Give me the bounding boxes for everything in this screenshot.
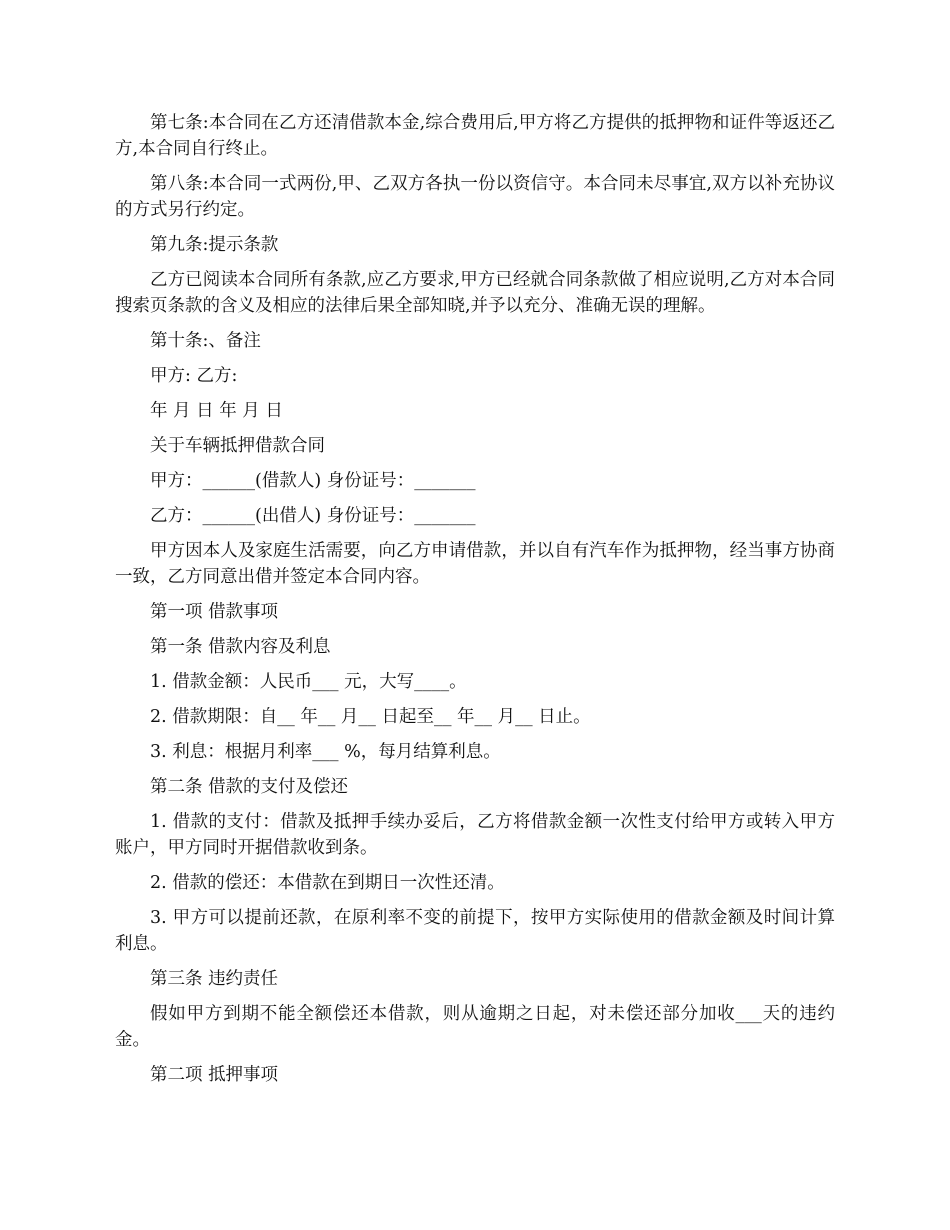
loan-amount: 1. 借款金额：人民币___ 元，大写____。 [150,672,467,692]
loan-term: 2. 借款期限：自__ 年__ 月__ 日起至__ 年__ 月__ 日止。 [150,707,591,727]
loan-payment: 1. 借款的支付：借款及抵押手续办妥后，乙方将借款金额一次性支付给甲方或转入甲方账户，甲方同时开据借款收到条。 [115,812,835,858]
early-repayment: 3. 甲方可以提前还款，在原利率不变的前提下，按甲方实际使用的借款金额及时间计算利息。 [115,908,835,954]
clause-9-text: 乙方已阅读本合同所有条款,应乙方要求,甲方已经就合同条款做了相应说明,乙方对本合同搜索页条款的含义及相应的法律后果全部知晓,并予以充分、准确无误的理解。 [115,270,835,316]
loan-repayment: 2. 借款的偿还：本借款在到期日一次性还清。 [150,873,505,893]
loan-interest: 3. 利息：根据月利率___ %，每月结算利息。 [150,742,501,762]
article-2-heading: 第二条 借款的支付及偿还 [150,777,349,797]
clause-7: 第七条:本合同在乙方还清借款本金,综合费用后,甲方将乙方提供的抵押物和证件等返还乙方,本合同自行终止。 [115,113,835,159]
clause-9-heading: 第九条:提示条款 [150,235,279,255]
breach-text: 假如甲方到期不能全额偿还本借款，则从逾期之日起，对未偿还部分加收___天的违约金。 [115,1004,835,1050]
preamble: 甲方因本人及家庭生活需要，向乙方申请借款，并以自有汽车作为抵押物，经当事方协商一致，乙方同意出借并签定本合同内容。 [115,541,835,587]
document-body [115,110,835,1097]
contract-title: 关于车辆抵押借款合同 [150,436,325,456]
article-3-heading: 第三条 违约责任 [150,969,279,989]
section-1-heading: 第一项 借款事项 [150,602,279,622]
clause-10-heading: 第十条:、备注 [150,331,261,351]
party-b-line: 乙方：______(出借人) 身份证号：_______ [150,506,476,526]
clause-8: 第八条:本合同一式两份,甲、乙双方各执一份以资信守。本合同未尽事宜,双方以补充协议的方式另行约定。 [115,174,835,220]
party-a-line: 甲方：______(借款人) 身份证号：_______ [150,471,476,491]
article-1-heading: 第一条 借款内容及利息 [150,637,331,657]
signature-parties: 甲方: 乙方: [150,366,238,386]
section-2-heading: 第二项 抵押事项 [150,1065,279,1085]
signature-dates: 年 月 日 年 月 日 [150,401,283,421]
